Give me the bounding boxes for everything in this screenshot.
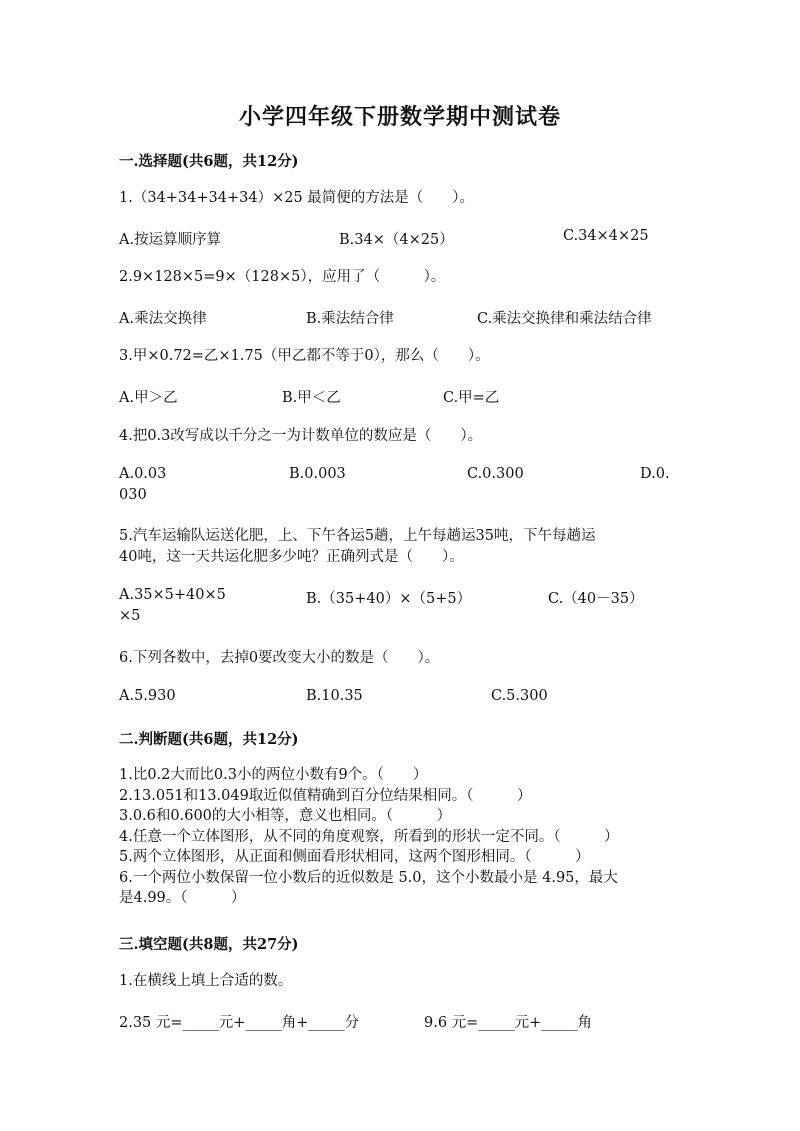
q5-option-b: B.（35+40）×（5+5） xyxy=(306,591,472,607)
question-5-line-1: 5.汽车运输队运送化肥，上、下午各运5趟，上午每趟运35吨，下午每趟运 xyxy=(119,528,596,544)
question-1-text: 1.（34+34+34+34）×25 最简便的方法是（ ）。 xyxy=(119,190,475,206)
true-false-list xyxy=(119,765,679,909)
q3-option-a: A.甲＞乙 xyxy=(119,390,178,406)
q5-option-c-continued: ×5 xyxy=(119,608,141,624)
q4-option-c: C.0.300 xyxy=(467,466,524,482)
q4-option-b: B.0.003 xyxy=(289,466,346,482)
fill-question-1-text: 1.在横线上填上合适的数。 xyxy=(119,973,293,989)
section-heading-fill-blank: 三.填空题(共8题，共27分) xyxy=(119,936,299,953)
question-6-text: 6.下列各数中，去掉0要改变大小的数是（ ）。 xyxy=(119,650,440,666)
q3-option-b: B.甲＜乙 xyxy=(282,390,341,406)
page-title: 小学四年级下册数学期中测试卷 xyxy=(238,104,561,130)
q4-option-d-continued: 030 xyxy=(119,487,147,503)
q6-option-a: A.5.930 xyxy=(119,688,176,704)
true-false-item-6-continued: 是4.99。（ ） xyxy=(119,890,246,906)
true-false-item-2: 2.13.051和13.049取近似值精确到百分位结果相同。（ ） xyxy=(119,787,532,804)
true-false-item-6: 6.一个两位小数保留一位小数后的近似数是 5.0，这个小数最小是 4.95，最大 xyxy=(119,869,618,886)
q6-option-b: B.10.35 xyxy=(306,688,363,704)
true-false-item-4: 4.任意一个立体图形，从不同的角度观察，所看到的形状一定不同。（ ） xyxy=(119,828,619,845)
q6-option-c: C.5.300 xyxy=(491,688,548,704)
section-heading-choice: 一.选择题(共6题，共12分) xyxy=(119,153,299,170)
q5-option-c: C.（40－35） xyxy=(548,591,644,607)
true-false-item-3: 3.0.6和0.600的大小相等，意义也相同。（ ） xyxy=(119,808,452,824)
question-2-text: 2.9×128×5=9×（128×5），应用了（ ）。 xyxy=(119,269,446,285)
question-3-text: 3.甲×0.72=乙×1.75（甲乙都不等于0），那么（ ）。 xyxy=(119,348,490,364)
q5-option-a: A.35×5+40×5 xyxy=(119,587,226,603)
question-5-line-2: 40吨，这一天共运化肥多少吨？正确列式是（ ）。 xyxy=(119,549,464,565)
q2-option-a: A.乘法交换律 xyxy=(119,311,207,327)
q4-option-d: D.0. xyxy=(640,466,670,482)
q2-option-c: C.乘法交换律和乘法结合律 xyxy=(477,311,652,327)
true-false-item-1: 1.比0.2大而比0.3小的两位小数有9个。（ ） xyxy=(119,767,428,783)
q3-option-c: C.甲=乙 xyxy=(443,390,500,406)
section-heading-true-false: 二.判断题(共6题，共12分) xyxy=(119,731,299,748)
fill-blank-b: 9.6 元=_____元+_____角 xyxy=(424,1015,592,1031)
q1-option-c: C.34×4×25 xyxy=(563,228,649,244)
q1-option-a: A.按运算顺序算 xyxy=(119,232,222,248)
question-4-text: 4.把0.3改写成以千分之一为计数单位的数应是（ ）。 xyxy=(119,428,483,444)
q2-option-b: B.乘法结合律 xyxy=(306,311,394,327)
q4-option-a: A.0.03 xyxy=(119,466,167,482)
true-false-item-5: 5.两个立体图形，从正面和侧面看形状相同，这两个图形相同。（ ） xyxy=(119,849,590,865)
q1-option-b: B.34×（4×25） xyxy=(339,232,454,248)
fill-blank-a: 2.35 元=_____元+_____角+_____分 xyxy=(119,1015,360,1031)
